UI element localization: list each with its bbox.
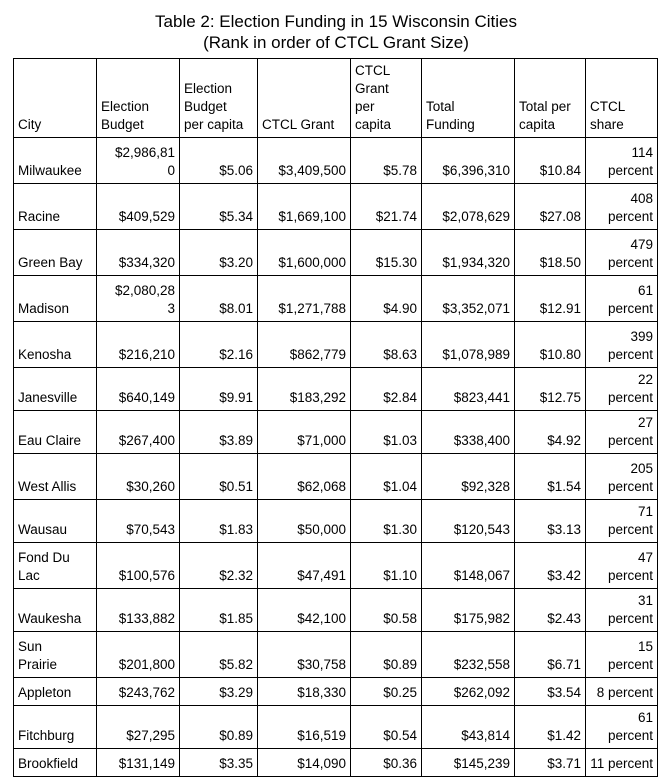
table-cell [422, 322, 515, 368]
table-body [14, 138, 658, 777]
table-cell [515, 322, 586, 368]
table-cell [97, 184, 180, 230]
table-cell [586, 322, 658, 368]
cell-text-line: $1,669,100 [278, 209, 346, 224]
cell-text-line: 399 [630, 329, 653, 344]
column-header [258, 59, 351, 138]
city-cell [14, 706, 97, 749]
table-cell [351, 589, 422, 632]
cell-text-line: Total per [519, 99, 571, 114]
table-cell [180, 706, 258, 749]
table-row [14, 368, 658, 411]
table-cell [422, 589, 515, 632]
table-cell [351, 276, 422, 322]
cell-text-line: 31 percent [607, 593, 653, 626]
table-row [14, 706, 658, 749]
cell-text-line: $12.91 [539, 301, 581, 316]
table-cell [180, 454, 258, 500]
city-cell [14, 678, 97, 706]
cell-text-line: Fitchburg [18, 728, 75, 743]
cell-text-line: $1.54 [547, 479, 581, 494]
table-cell [180, 411, 258, 454]
cell-text-line: $21.74 [375, 209, 417, 224]
table-cell [97, 749, 180, 777]
cell-text-line: 22 percent [607, 372, 653, 405]
table-row [14, 500, 658, 543]
table-cell [180, 749, 258, 777]
table-cell [586, 706, 658, 749]
table-row [14, 230, 658, 276]
table-cell [351, 138, 422, 184]
cell-text-line: Funding [426, 117, 475, 132]
cell-text-line: $3.29 [219, 685, 253, 700]
cell-text-line: Grant [355, 81, 389, 96]
cell-text-line: $3.89 [219, 433, 253, 448]
cell-text-line: $5.82 [219, 657, 253, 672]
table-cell [515, 411, 586, 454]
cell-text-line: $0.54 [383, 728, 417, 743]
table-cell [258, 138, 351, 184]
table-cell [180, 543, 258, 589]
table-cell [422, 138, 515, 184]
cell-text-line: $409,529 [118, 209, 175, 224]
table-cell [97, 589, 180, 632]
cell-text-line: Lac [18, 568, 40, 583]
cell-text-line: percent [607, 479, 653, 494]
table-cell [258, 500, 351, 543]
cell-text-line: $8.01 [219, 301, 253, 316]
cell-text-line: 11 percent [590, 756, 653, 771]
cell-text-line: Election [101, 99, 150, 114]
table-cell [422, 276, 515, 322]
cell-text-line: $823,441 [453, 390, 510, 405]
cell-text-line: $334,320 [118, 255, 175, 270]
table-cell [180, 322, 258, 368]
table-cell [351, 454, 422, 500]
cell-text-line: $18,330 [297, 685, 346, 700]
table-cell [351, 322, 422, 368]
table-cell [586, 276, 658, 322]
table-cell [97, 368, 180, 411]
city-cell [14, 138, 97, 184]
cell-text-line: Wausau [18, 522, 68, 537]
cell-text-line: $0.51 [219, 479, 253, 494]
city-cell [14, 368, 97, 411]
table-cell [258, 276, 351, 322]
cell-text-line: $4.92 [547, 433, 581, 448]
cell-text-line: percent [607, 255, 653, 270]
table-cell [97, 500, 180, 543]
cell-text-line: 47 percent [607, 550, 653, 583]
cell-text-line: capita [355, 117, 392, 132]
cell-text-line: $71,000 [297, 433, 346, 448]
cell-text-line: $27.08 [539, 209, 581, 224]
column-header [97, 59, 180, 138]
cell-text-line: $5.34 [219, 209, 253, 224]
table-cell [422, 706, 515, 749]
table-cell [180, 678, 258, 706]
column-header [515, 59, 586, 138]
cell-text-line: $131,149 [118, 756, 175, 771]
table-cell [97, 230, 180, 276]
table-cell [586, 368, 658, 411]
city-cell [14, 749, 97, 777]
table-cell [586, 543, 658, 589]
table-row [14, 184, 658, 230]
cell-text-line: $9.91 [219, 390, 253, 405]
city-cell [14, 454, 97, 500]
cell-text-line: $1.04 [383, 479, 417, 494]
city-cell [14, 500, 97, 543]
cell-text-line: West Allis [18, 479, 77, 494]
table-cell [351, 500, 422, 543]
cell-text-line: $0.58 [383, 611, 417, 626]
column-header [586, 59, 658, 138]
cell-text-line: $1.85 [219, 611, 253, 626]
table-cell [515, 543, 586, 589]
cell-text-line: $15.30 [375, 255, 417, 270]
table-cell [422, 678, 515, 706]
cell-text-line: share [590, 117, 624, 132]
cell-text-line: $4.90 [383, 301, 417, 316]
table-cell [586, 454, 658, 500]
table-cell [180, 500, 258, 543]
table-cell [515, 184, 586, 230]
cell-text-line: $0.25 [383, 685, 417, 700]
cell-text-line: percent [607, 163, 653, 178]
cell-text-line: $92,328 [461, 479, 510, 494]
table-row [14, 454, 658, 500]
table-cell [351, 706, 422, 749]
table-cell [515, 138, 586, 184]
cell-text-line: $3.71 [547, 756, 581, 771]
table-cell [351, 543, 422, 589]
cell-text-line: $145,239 [453, 756, 510, 771]
table-cell [180, 632, 258, 678]
table-cell [258, 368, 351, 411]
table-cell [515, 500, 586, 543]
cell-text-line: $3.20 [219, 255, 253, 270]
cell-text-line: $120,543 [453, 522, 510, 537]
table-cell [97, 322, 180, 368]
table-cell [97, 678, 180, 706]
cell-text-line: CTCL Grant [262, 117, 335, 132]
table-cell [586, 138, 658, 184]
cell-text-line: $3.35 [219, 756, 253, 771]
cell-text-line: 61 percent [607, 710, 653, 743]
cell-text-line: $2.16 [219, 347, 253, 362]
cell-text-line: $3.42 [547, 568, 581, 583]
cell-text-line: $47,491 [297, 568, 346, 583]
cell-text-line: 71 percent [607, 504, 653, 537]
city-cell [14, 632, 97, 678]
table-cell [586, 749, 658, 777]
column-header [180, 59, 258, 138]
cell-text-line: Brookfield [18, 756, 79, 771]
cell-text-line: Waukesha [18, 611, 82, 626]
header-row [14, 59, 658, 138]
cell-text-line: 205 [630, 461, 653, 476]
cell-text-line: $183,292 [289, 390, 346, 405]
cell-text-line: Budget [184, 99, 227, 114]
table-cell [258, 230, 351, 276]
table-cell [258, 322, 351, 368]
cell-text-line: Fond Du [18, 550, 70, 565]
cell-text-line: Sun [18, 639, 43, 654]
table-row [14, 589, 658, 632]
cell-text-line: $43,814 [461, 728, 510, 743]
table-cell [422, 230, 515, 276]
table-row [14, 678, 658, 706]
table-cell [422, 368, 515, 411]
cell-text-line: $62,068 [297, 479, 346, 494]
cell-text-line: $232,558 [453, 657, 510, 672]
cell-text-line: CTCL [355, 63, 391, 78]
table-cell [586, 589, 658, 632]
cell-text-line: $6,396,310 [442, 163, 510, 178]
table-cell [97, 706, 180, 749]
cell-text-line: $2,080,28 [114, 283, 175, 298]
table-cell [586, 678, 658, 706]
cell-text-line: 27 percent [607, 415, 653, 448]
table-cell [97, 411, 180, 454]
table-cell [258, 411, 351, 454]
table-cell [351, 230, 422, 276]
table-row [14, 276, 658, 322]
cell-text-line: $2,078,629 [442, 209, 510, 224]
city-cell [14, 589, 97, 632]
cell-text-line: Total [426, 99, 455, 114]
table-cell [515, 589, 586, 632]
table-cell [515, 749, 586, 777]
table-cell [258, 184, 351, 230]
table-cell [422, 632, 515, 678]
cell-text-line: $3.54 [547, 685, 581, 700]
cell-text-line: 114 [631, 145, 653, 160]
cell-text-line: Milwaukee [18, 163, 82, 178]
cell-text-line: $0.89 [383, 657, 417, 672]
table-cell [515, 454, 586, 500]
cell-text-line: 408 [630, 191, 653, 206]
cell-text-line: Prairie [18, 657, 58, 672]
column-header [422, 59, 515, 138]
table-cell [351, 368, 422, 411]
table-cell [258, 632, 351, 678]
cell-text-line: $42,100 [297, 611, 346, 626]
table-cell [586, 230, 658, 276]
table-cell [97, 454, 180, 500]
cell-text-line: per capita [184, 117, 244, 132]
cell-text-line: $0.89 [219, 728, 253, 743]
table-row [14, 632, 658, 678]
cell-text-line: per [355, 99, 375, 114]
cell-text-line: $30,260 [126, 479, 175, 494]
table-cell [97, 632, 180, 678]
table-cell [258, 589, 351, 632]
cell-text-line: $3,409,500 [278, 163, 346, 178]
cell-text-line: Eau Claire [18, 433, 82, 448]
cell-text-line: $2,986,81 [114, 145, 175, 160]
cell-text-line: $1.10 [383, 568, 417, 583]
cell-text-line: $262,092 [453, 685, 510, 700]
table-cell [586, 184, 658, 230]
cell-text-line: $862,779 [289, 347, 346, 362]
cell-text-line: $1,271,788 [278, 301, 346, 316]
table-cell [351, 678, 422, 706]
city-cell [14, 543, 97, 589]
cell-text-line: $2.32 [219, 568, 253, 583]
cell-text-line: $3.13 [547, 522, 581, 537]
cell-text-line: Janesville [18, 390, 78, 405]
election-funding-table [13, 58, 658, 777]
cell-text-line: Kenosha [18, 347, 72, 362]
cell-text-line: $18.50 [539, 255, 581, 270]
table-row [14, 322, 658, 368]
table-cell [351, 632, 422, 678]
cell-text-line: 8 percent [596, 685, 653, 700]
cell-text-line: $201,800 [118, 657, 175, 672]
table-cell [351, 411, 422, 454]
cell-text-line: $1.42 [547, 728, 581, 743]
cell-text-line: Green Bay [18, 255, 83, 270]
cell-text-line: $6.71 [547, 657, 581, 672]
cell-text-line: $243,762 [118, 685, 175, 700]
cell-text-line: Budget [101, 117, 144, 132]
table-cell [422, 411, 515, 454]
city-cell [14, 322, 97, 368]
table-cell [258, 678, 351, 706]
table-cell [422, 543, 515, 589]
table-cell [586, 500, 658, 543]
cell-text-line: Racine [18, 209, 61, 224]
table-cell [180, 184, 258, 230]
table-cell [422, 454, 515, 500]
cell-text-line: $50,000 [297, 522, 346, 537]
title-line-1: Table 2: Election Funding in 15 Wisconsin Cities [155, 12, 517, 31]
table-cell [515, 632, 586, 678]
cell-text-line: $267,400 [118, 433, 175, 448]
table-cell [515, 706, 586, 749]
cell-text-line: $175,982 [453, 611, 510, 626]
cell-text-line: 479 [630, 237, 653, 252]
cell-text-line: capita [519, 117, 556, 132]
table-cell [586, 632, 658, 678]
cell-text-line: $10.84 [539, 163, 581, 178]
cell-text-line: $0.36 [383, 756, 417, 771]
table-cell [515, 230, 586, 276]
table-cell [422, 749, 515, 777]
cell-text-line: $10.80 [539, 347, 581, 362]
table-cell [97, 276, 180, 322]
cell-text-line: Appleton [18, 685, 72, 700]
cell-text-line: percent [607, 209, 653, 224]
table-cell [351, 184, 422, 230]
title-line-2: (Rank in order of CTCL Grant Size) [203, 33, 469, 52]
cell-text-line: $3,352,071 [442, 301, 510, 316]
cell-text-line: $1,078,989 [442, 347, 510, 362]
table-cell [422, 500, 515, 543]
cell-text-line: $14,090 [297, 756, 346, 771]
cell-text-line: $1.03 [383, 433, 417, 448]
cell-text-line: $30,758 [297, 657, 346, 672]
cell-text-line: $338,400 [453, 433, 510, 448]
table-cell [515, 368, 586, 411]
cell-text-line: $1.83 [219, 522, 253, 537]
table-cell [258, 543, 351, 589]
city-cell [14, 184, 97, 230]
cell-text-line: 3 [167, 301, 175, 316]
table-cell [422, 184, 515, 230]
cell-text-line: CTCL [590, 99, 626, 114]
cell-text-line: Election [184, 81, 233, 96]
city-cell [14, 230, 97, 276]
cell-text-line: $5.78 [383, 163, 417, 178]
city-cell [14, 276, 97, 322]
cell-text-line: $1,934,320 [442, 255, 510, 270]
table-cell [97, 138, 180, 184]
table-title [0, 0, 672, 53]
cell-text-line: $640,149 [118, 390, 175, 405]
cell-text-line: $148,067 [453, 568, 510, 583]
cell-text-line: $1.30 [383, 522, 417, 537]
cell-text-line: $2.84 [383, 390, 417, 405]
cell-text-line: $100,576 [118, 568, 175, 583]
cell-text-line: $1,600,000 [278, 255, 346, 270]
cell-text-line: 61 percent [607, 283, 653, 316]
cell-text-line: percent [607, 347, 653, 362]
table-cell [180, 230, 258, 276]
cell-text-line: 0 [167, 163, 175, 178]
cell-text-line: $5.06 [219, 163, 253, 178]
table-cell [180, 368, 258, 411]
table-row [14, 138, 658, 184]
table-cell [180, 589, 258, 632]
table-cell [258, 706, 351, 749]
table-cell [258, 749, 351, 777]
table-cell [351, 749, 422, 777]
cell-text-line: $12.75 [539, 390, 581, 405]
cell-text-line: 15 percent [607, 639, 653, 672]
table-cell [180, 138, 258, 184]
cell-text-line: $8.63 [383, 347, 417, 362]
column-header [14, 59, 97, 138]
cell-text-line: Madison [18, 301, 70, 316]
table-row [14, 543, 658, 589]
table-cell [97, 543, 180, 589]
table-row [14, 749, 658, 777]
column-header [351, 59, 422, 138]
cell-text-line: $70,543 [126, 522, 175, 537]
cell-text-line: $133,882 [118, 611, 175, 626]
cell-text-line: $216,210 [118, 347, 175, 362]
cell-text-line: $16,519 [297, 728, 346, 743]
table-cell [258, 454, 351, 500]
table-cell [180, 276, 258, 322]
cell-text-line: $2.43 [547, 611, 581, 626]
city-cell [14, 411, 97, 454]
table-cell [515, 276, 586, 322]
cell-text-line: City [18, 117, 42, 132]
table-row [14, 411, 658, 454]
table-cell [515, 678, 586, 706]
table-cell [586, 411, 658, 454]
cell-text-line: $27,295 [126, 728, 175, 743]
